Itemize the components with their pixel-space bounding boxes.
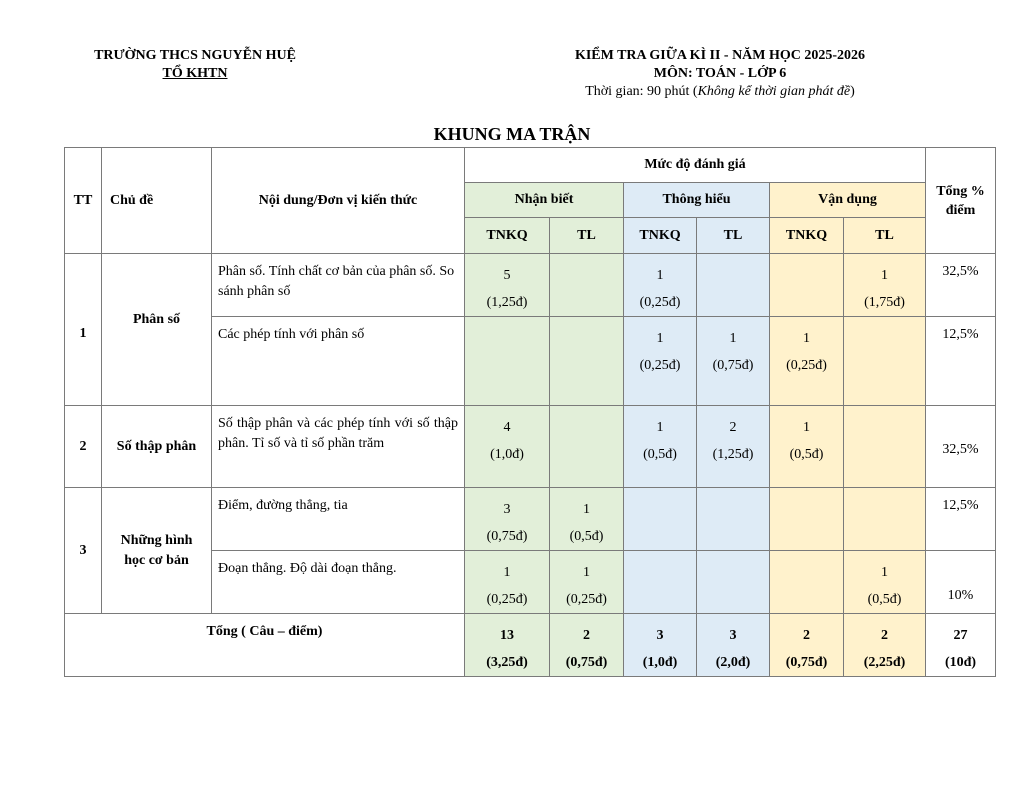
header-topic: Chủ đề [102,148,212,254]
cell-vd-tnkq: 1 (0,5đ) [770,406,844,488]
department-name: TỔ KHTN [162,66,228,81]
row-number: 1 [65,254,102,406]
cell-nb-tnkq [465,317,550,406]
header-nb-tnkq: TNKQ [465,218,550,254]
header-tt: TT [65,148,102,254]
header-level: Mức độ đánh giá [465,148,926,183]
header-total: Tổng % điểm [926,148,996,254]
content-cell: Đoạn thẳng. Độ dài đoạn thẳng. [212,551,465,614]
cell-th-tl: 1 (0,75đ) [697,317,770,406]
cell-nb-tl [550,317,624,406]
header-recognize: Nhận biết [465,183,624,218]
cell-th-tl [697,488,770,551]
row-total: 12,5% [926,488,996,551]
cell-vd-tl: 1 (0,5đ) [844,551,926,614]
row-total: 32,5% [926,254,996,317]
content-cell: Các phép tính với phân số [212,317,465,406]
row-total: 12,5% [926,317,996,406]
page-title: KHUNG MA TRẬN [433,124,591,144]
cell-th-tl [697,551,770,614]
header-th-tl: TL [697,218,770,254]
row-total: 10% [926,551,996,614]
table-row [65,254,996,317]
grand-total: 27 (10đ) [926,614,996,677]
cell-nb-tnkq: 3 (0,75đ) [465,488,550,551]
cell-nb-tnkq: 5 (1,25đ) [465,254,550,317]
cell-th-tnkq: 1 (0,25đ) [624,254,697,317]
cell-vd-tnkq: 1 (0,25đ) [770,317,844,406]
cell-vd-tl: 1 (1,75đ) [844,254,926,317]
cell-nb-tl [550,406,624,488]
content-cell: Điểm, đường thẳng, tia [212,488,465,551]
row-number: 3 [65,488,102,614]
cell-vd-tl [844,488,926,551]
totals-row [65,614,996,677]
exam-header [520,47,920,101]
total-th-tl: 3 (2,0đ) [697,614,770,677]
cell-vd-tnkq [770,254,844,317]
school-header [60,47,330,83]
header-th-tnkq: TNKQ [624,218,697,254]
total-vd-tnkq: 2 (0,75đ) [770,614,844,677]
total-th-tnkq: 3 (1,0đ) [624,614,697,677]
table-row [65,406,996,488]
content-cell: Phân số. Tính chất cơ bản của phân số. So sánh phân số [212,254,465,317]
cell-nb-tl: 1 (0,25đ) [550,551,624,614]
content-cell: Số thập phân và các phép tính với số thập phân. Tỉ số và tỉ số phần trăm [212,406,465,488]
cell-vd-tnkq [770,551,844,614]
total-nb-tnkq: 13 (3,25đ) [465,614,550,677]
exam-subject: MÔN: TOÁN - LỚP 6 [653,66,787,81]
total-vd-tl: 2 (2,25đ) [844,614,926,677]
cell-th-tnkq: 1 (0,5đ) [624,406,697,488]
cell-th-tnkq [624,551,697,614]
cell-vd-tnkq [770,488,844,551]
row-total: 32,5% [926,406,996,488]
header-nb-tl: TL [550,218,624,254]
cell-th-tl [697,254,770,317]
cell-th-tl: 2 (1,25đ) [697,406,770,488]
cell-vd-tl [844,317,926,406]
cell-vd-tl [844,406,926,488]
cell-th-tnkq: 1 (0,25đ) [624,317,697,406]
cell-nb-tnkq: 4 (1,0đ) [465,406,550,488]
cell-nb-tl [550,254,624,317]
exam-time: Thời gian: 90 phút (Không kể thời gian phát đề) [585,84,855,99]
matrix-table [64,147,996,677]
topic-cell: Phân số [102,254,212,406]
table-row [65,488,996,551]
header-apply: Vận dụng [770,183,926,218]
exam-title: KIỂM TRA GIỮA KÌ II - NĂM HỌC 2025-2026 [574,48,866,63]
header-vd-tnkq: TNKQ [770,218,844,254]
header-vd-tl: TL [844,218,926,254]
total-nb-tl: 2 (0,75đ) [550,614,624,677]
cell-nb-tl: 1 (0,5đ) [550,488,624,551]
school-name: TRƯỜNG THCS NGUYỄN HUỆ [94,48,296,63]
totals-label: Tổng ( Câu – điểm) [65,614,465,677]
header-understand: Thông hiểu [624,183,770,218]
header-content: Nội dung/Đơn vị kiến thức [212,148,465,254]
cell-nb-tnkq: 1 (0,25đ) [465,551,550,614]
topic-cell: Những hình học cơ bản [102,488,212,614]
row-number: 2 [65,406,102,488]
cell-th-tnkq [624,488,697,551]
topic-cell: Số thập phân [102,406,212,488]
